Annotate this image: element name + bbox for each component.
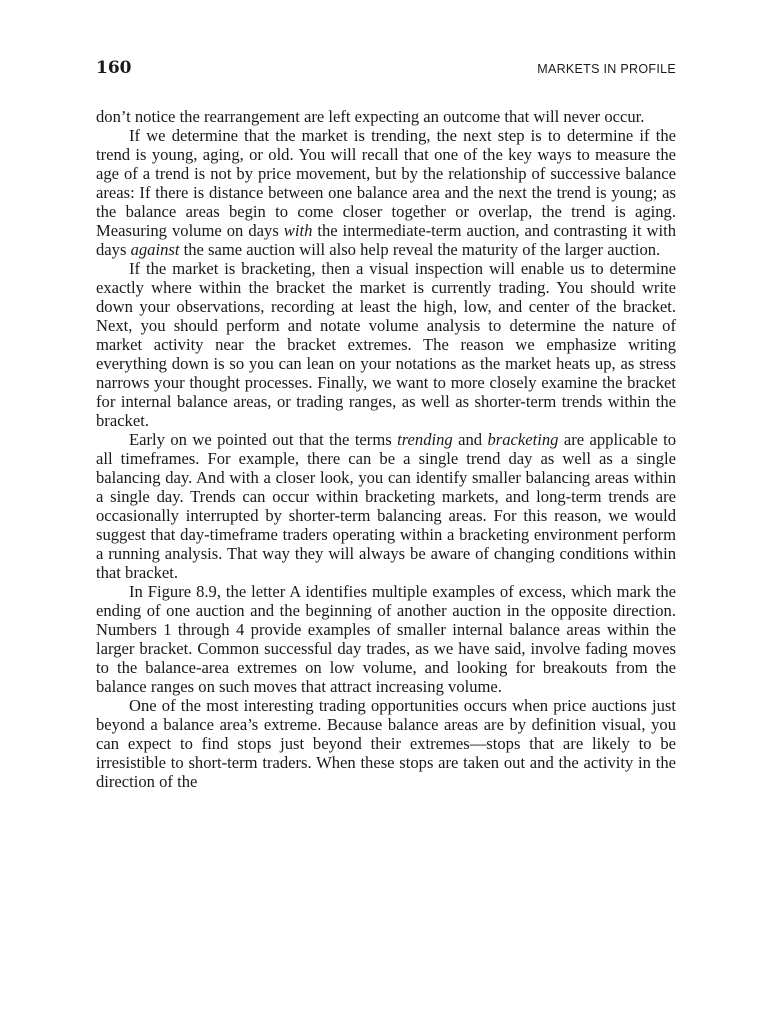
emphasized-term: against: [130, 240, 180, 259]
book-page: [96, 58, 676, 791]
paragraph: [96, 126, 676, 259]
page-number: 160: [96, 58, 132, 78]
running-head: [96, 58, 676, 80]
text-run: the intermediate-term auction, and contrasting it with days: [96, 221, 676, 259]
text-run: In Figure 8.9, the letter A identifies multiple examples of excess, which mark the ending of one auction and the beginning of another auction in the opposite direction. Numbers 1 through 4 provide examples of smaller internal balance areas within the larger bracket. Common successful day trades, as we have said, involve fading moves to the balance-area extremes on low volume, and looking for breakouts from the balance ranges on such moves that attract increasing volume.: [96, 582, 676, 696]
emphasized-term: trending: [397, 430, 453, 449]
paragraph: [96, 696, 676, 791]
running-title: MARKETS IN PROFILE: [537, 62, 676, 76]
text-run: If the market is bracketing, then a visual inspection will enable us to determine exactly where within the bracket the market is currently trading. You should write down your observations, recording at least the high, low, and center of the bracket. Next, you should perform and notate volume analysis to determine the nature of market activity near the bracket extremes. The reason we emphasize writing everything down is so you can lean on your notations as the market heats up, as stress narrows your thought processes. Finally, we want to more closely examine the bracket for internal balance areas, or trading ranges, as well as shorter-term trends within the bracket.: [96, 259, 676, 430]
text-run: are applicable to all timeframes. For example, there can be a single trend day as well as a single balancing day. And with a closer look, you can identify smaller balancing areas within a single day. Trends can occur within bracketing markets, and long-term trends are occasionally interrupted by shorter-term balancing areas. For this reason, we would suggest that day-timeframe traders operating within a bracketing environment perform a running analysis. That way they will always be aware of changing conditions within that bracket.: [96, 430, 677, 582]
text-run: the same auction will also help reveal the maturity of the larger auction.: [179, 240, 661, 259]
paragraph: [96, 430, 676, 582]
body-text: [96, 107, 676, 791]
text-run: If we determine that the market is trending, the next step is to determine if the trend is young, aging, or old. You will recall that one of the key ways to measure the age of a trend is not by price movement, but by the relationship of successive balance areas: If there is distance between one balance area and the next the trend is young; as the balance areas begin to come closer together or overlap, the trend is aging. Measuring volume on days: [96, 126, 676, 240]
paragraph: [96, 582, 676, 696]
paragraph: [96, 259, 676, 430]
emphasized-term: bracketing: [487, 430, 559, 449]
text-run: One of the most interesting trading opportunities occurs when price auctions just beyond a balance area’s extreme. Because balance areas are by definition visual, you can expect to find stops just beyond their extremes—stops that are likely to be irresistible to short-term traders. When these stops are taken out and the activity in the direction of the: [96, 696, 676, 791]
text-run: don’t notice the rearrangement are left expecting an outcome that will never occur.: [96, 107, 645, 126]
emphasized-term: with: [283, 221, 313, 240]
text-run: and: [452, 430, 488, 449]
paragraph: [96, 107, 676, 126]
text-run: Early on we pointed out that the terms: [129, 430, 398, 449]
